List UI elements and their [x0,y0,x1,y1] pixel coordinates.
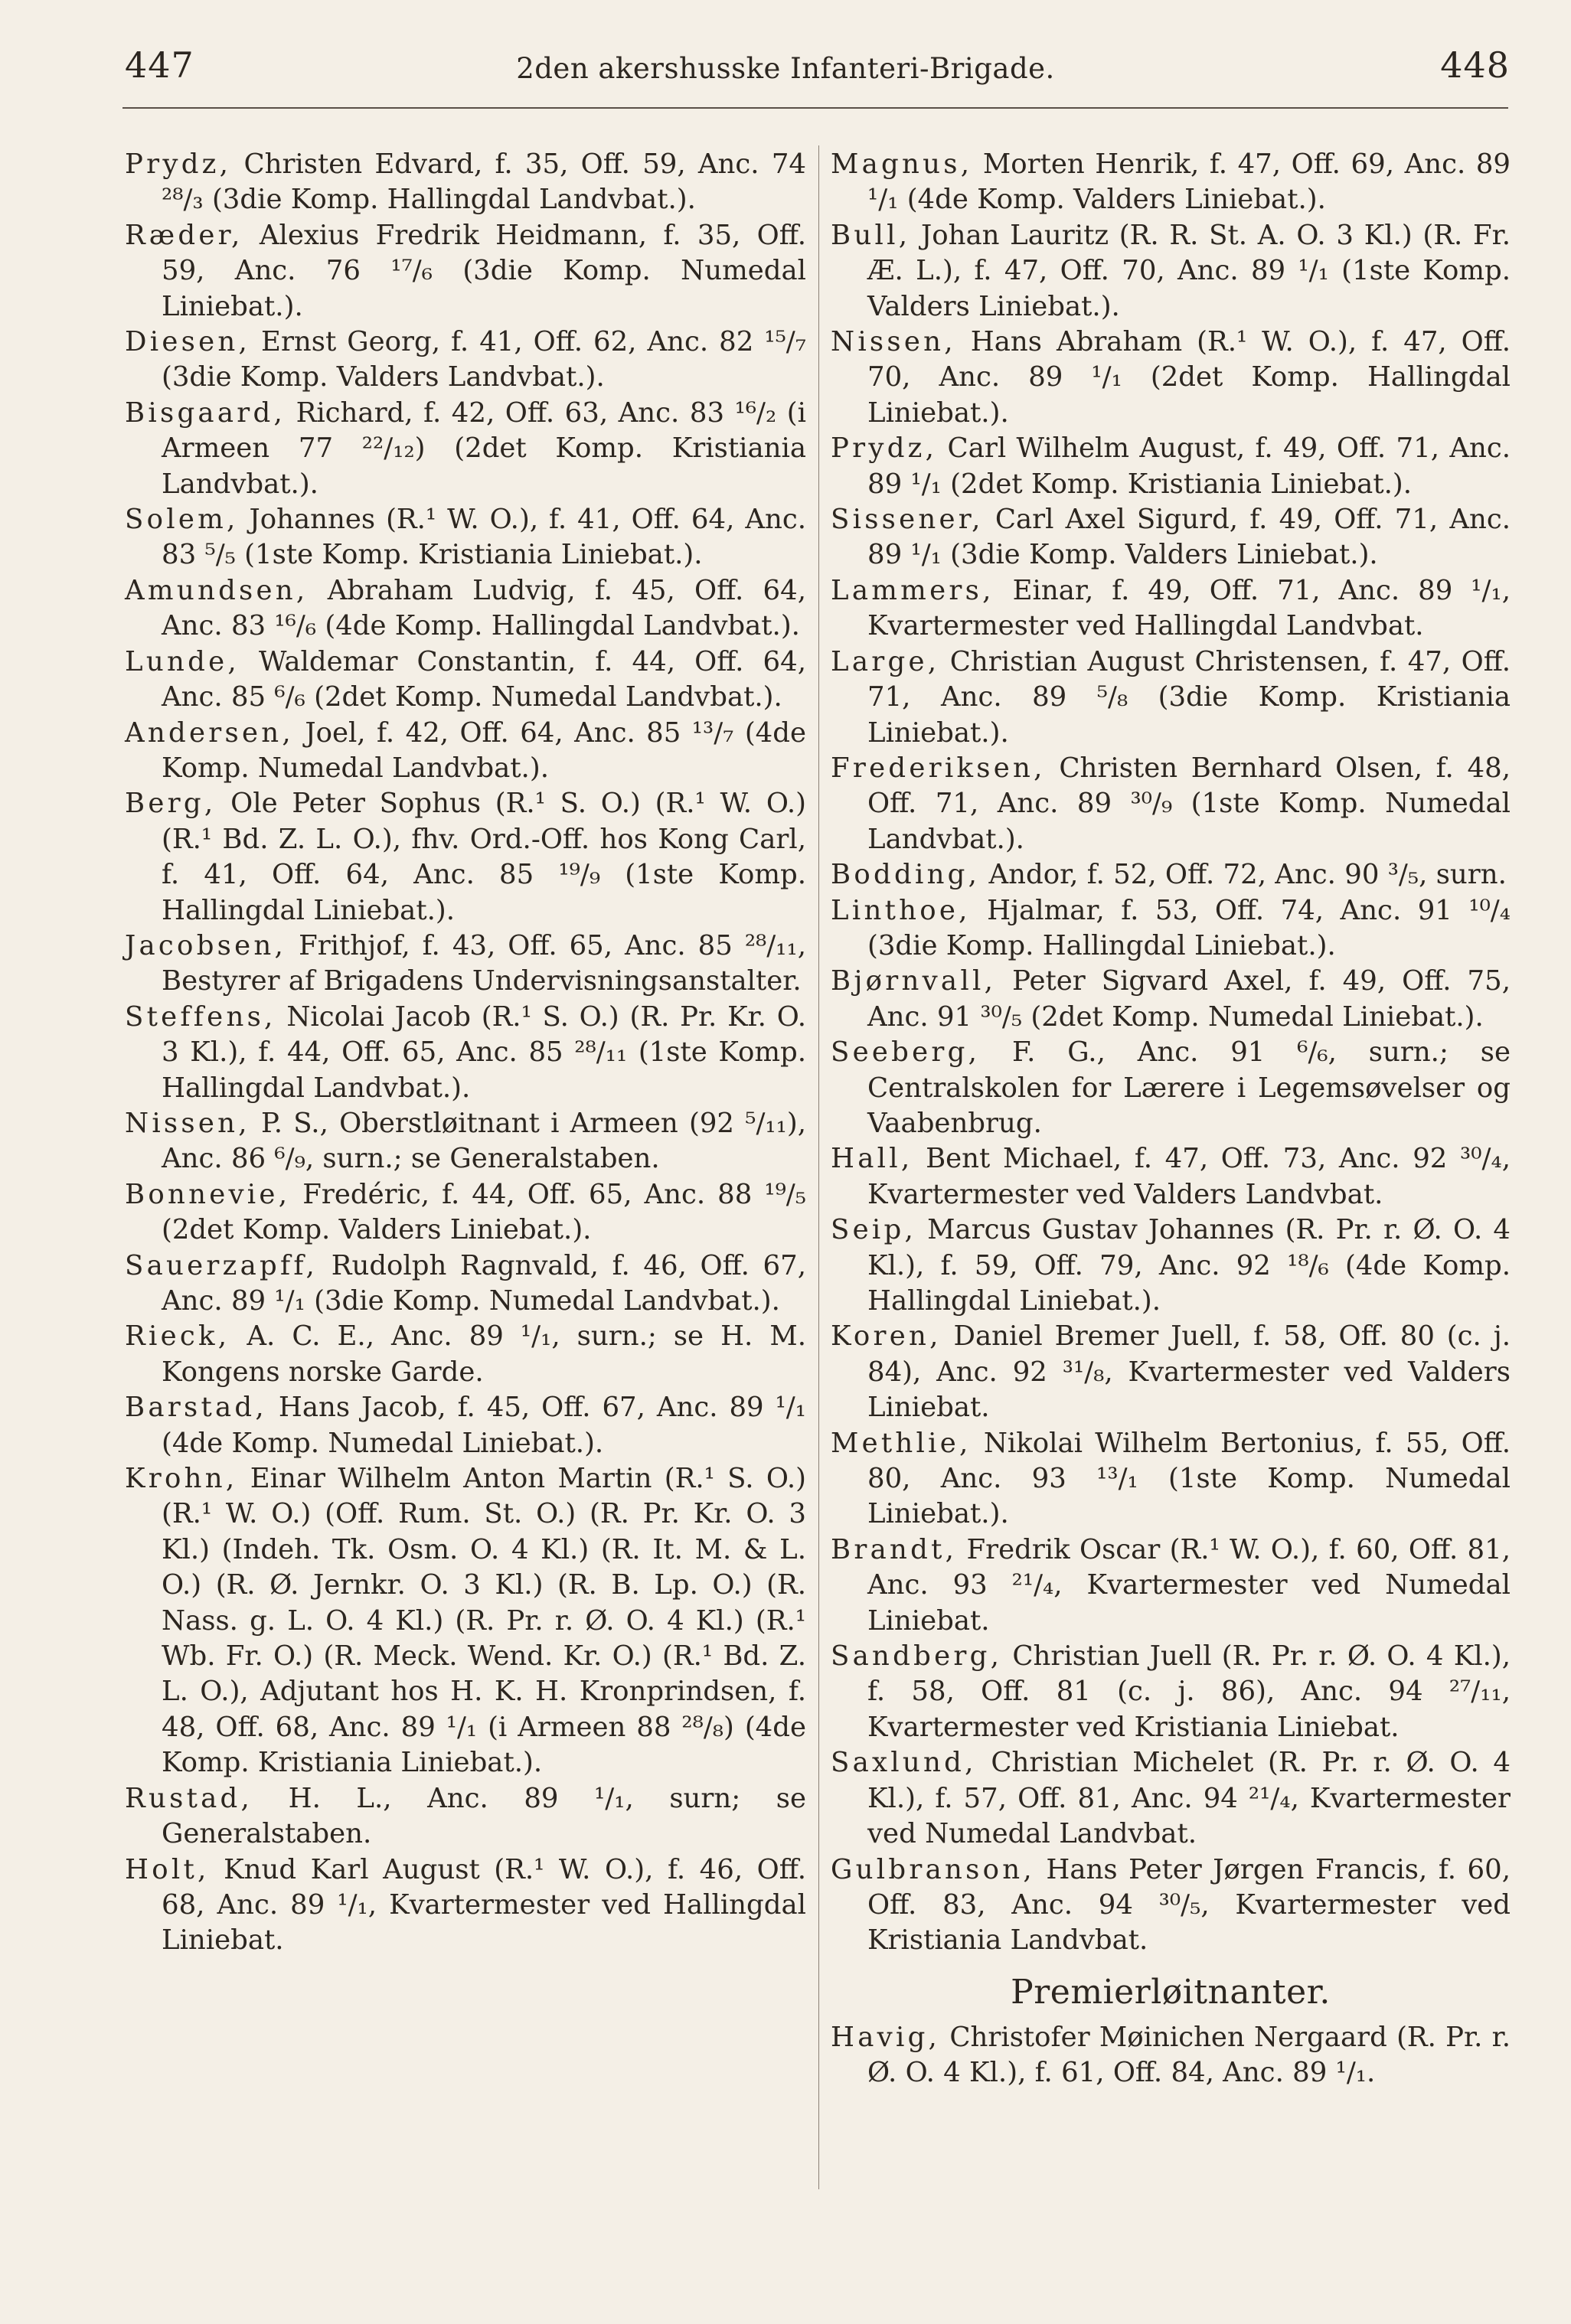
officer-name: Nissen, [125,1107,250,1139]
officer-details: Alexius Fredrik Heidmann, f. 35, Off. 59, Anc. 76 ¹⁷/₆ (3die Komp. Numedal Liniebat.). [162,219,806,322]
officer-name: Sauerzapff, [125,1249,318,1281]
officer-details: Waldemar Constantin, f. 44, Off. 64, Anc. 85 ⁶/₆ (2det Komp. Numedal Landvbat.). [162,645,806,713]
officer-name: Saxlund, [831,1747,977,1779]
officer-entry [831,325,1511,431]
officer-name: Methlie, [831,1427,972,1459]
officer-details: Fredéric, f. 44, Off. 65, Anc. 88 ¹⁹/₅ (2det Komp. Valders Liniebat.). [162,1178,806,1246]
officer-name: Frederiksen, [831,752,1046,784]
officer-entry [125,1248,806,1320]
officer-entry [125,1319,806,1390]
officer-entry [125,1106,806,1177]
officer-details: Marcus Gustav Johannes (R. Pr. r. Ø. O. 4 Kl.), f. 59, Off. 79, Anc. 92 ¹⁸/₆ (4de Komp. Hallingdal Liniebat.). [867,1214,1511,1317]
officer-name: Lunde, [125,645,240,677]
officer-entry [831,1532,1511,1639]
officer-details: Knud Karl August (R.¹ W. O.), f. 46, Off. 68, Anc. 89 ¹/₁, Kvartermester ved Hallingdal Liniebat. [162,1853,806,1957]
officer-details: Ole Peter Sophus (R.¹ S. O.) (R.¹ W. O.) (R.¹ Bd. Z. L. O.), fhv. Ord.-Off. hos Kong Carl, f. 41, Off. 64, Anc. 85 ¹⁹/₉ (1ste Komp. Hallingdal Liniebat.). [162,788,806,926]
officer-details: Christofer Møinichen Nergaard (R. Pr. r. Ø. O. 4 Kl.), f. 61, Off. 84, Anc. 89 ¹/₁. [867,2021,1511,2089]
officer-name: Bull, [831,219,911,251]
officer-entry [125,1000,806,1106]
officer-entry [125,502,806,573]
officer-entry [125,1177,806,1248]
officer-details: Morten Henrik, f. 47, Off. 69, Anc. 89 ¹/₁ (4de Komp. Valders Liniebat.). [867,149,1511,216]
officer-name: Rustad, [125,1782,253,1814]
officer-details: Carl Axel Sigurd, f. 49, Off. 71, Anc. 89 ¹/₁ (3die Komp. Valders Liniebat.). [867,504,1511,571]
officer-details: Christen Bernhard Olsen, f. 48, Off. 71, Anc. 89 ³⁰/₉ (1ste Komp. Numedal Landvbat.). [867,752,1511,855]
officer-name: Koren, [831,1320,942,1353]
officer-name: Prydz, [125,149,232,180]
officer-name: Steffens, [125,1000,276,1033]
officer-entry [831,964,1511,1035]
officer-details: Fredrik Oscar (R.¹ W. O.), f. 60, Off. 81, Anc. 93 ²¹/₄, Kvartermester ved Numedal Liniebat. [867,1533,1511,1637]
officer-entry [125,645,806,716]
officer-name: Sissener, [831,504,984,536]
officer-details: Nikolai Wilhelm Bertonius, f. 55, Off. 80, Anc. 93 ¹³/₁ (1ste Komp. Numedal Liniebat.). [867,1427,1511,1530]
officer-details: Einar, f. 49, Off. 71, Anc. 89 ¹/₁, Kvartermester ved Hallingdal Landvbat. [867,574,1511,642]
right-column [831,147,1511,2091]
officer-name: Amundsen, [125,574,309,606]
officer-details: Johannes (R.¹ W. O.), f. 41, Off. 64, Anc. 83 ⁵/₅ (1ste Komp. Kristiania Liniebat.). [162,504,806,571]
officer-details: Richard, f. 42, Off. 63, Anc. 83 ¹⁶/₂ (i Armeen 77 ²²/₁₂) (2det Komp. Kristiania Landvbat.). [162,397,806,500]
officer-entry [831,431,1511,502]
officer-details: Ernst Georg, f. 41, Off. 62, Anc. 82 ¹⁵/₇ (3die Komp. Valders Landvbat.). [162,326,806,393]
officer-name: Seeberg, [831,1036,981,1069]
officer-name: Nissen, [831,326,956,358]
officer-name: Bonnevie, [125,1178,291,1210]
officer-details: Peter Sigvard Axel, f. 49, Off. 75, Anc. 91 ³⁰/₅ (2det Komp. Numedal Liniebat.). [867,965,1511,1033]
page-number-right: 448 [1440,44,1510,86]
officer-details: Christian August Christensen, f. 47, Off. 71, Anc. 89 ⁵/₈ (3die Komp. Kristiania Liniebat.). [867,645,1511,749]
officer-entry [831,147,1511,218]
officer-details: Christian Michelet (R. Pr. r. Ø. O. 4 Kl.), f. 57, Off. 81, Anc. 94 ²¹/₄, Kvartermester ved Numedal Landvbat. [867,1747,1511,1850]
officer-name: Rieck, [125,1320,230,1353]
officer-name: Large, [831,645,940,677]
officer-name: Bodding, [831,859,981,891]
officer-entry [125,1781,806,1852]
officer-name: Krohn, [125,1463,238,1495]
officer-name: Brandt, [831,1533,958,1565]
officer-details: Frithjof, f. 43, Off. 65, Anc. 85 ²⁸/₁₁, Bestyrer af Brigadens Undervisningsanstalter. [162,929,806,997]
officer-name: Solem, [125,504,239,536]
officer-name: Berg, [125,788,217,820]
officer-name: Prydz, [831,432,938,465]
officer-name: Hall, [831,1143,913,1175]
officer-details: Einar Wilhelm Anton Martin (R.¹ S. O.) (R.¹ W. O.) (Off. Rum. St. O.) (R. Pr. Kr. O. 3 Kl.) (Indeh. Tk. Osm. O. 4 Kl.) (R. It. M. & L. O.) (R. Ø. Jernkr. O. 3 Kl.) (R. B. Lp. O.) (R. Nass. g. L. O. 4 Kl.) (R. Pr. r. Ø. O. 4 Kl.) (R.¹ Wb. Fr. O.) (R. Meck. Wend. Kr. O.) (R.¹ Bd. Z. L. O.), Adjutant hos H. K. H. Kronprindsen, f. 48, Off. 68, Anc. 89 ¹/₁ (i Armeen 88 ²⁸/₈) (4de Komp. Kristiania Liniebat.). [162,1463,806,1779]
officer-details: Nicolai Jacob (R.¹ S. O.) (R. Pr. Kr. O. 3 Kl.), f. 44, Off. 65, Anc. 85 ²⁸/₁₁ (1ste Komp. Hallingdal Landvbat.). [162,1000,806,1104]
left-column [125,147,806,1959]
officer-details: Hjalmar, f. 53, Off. 74, Anc. 91 ¹⁰/₄ (3die Komp. Hallingdal Liniebat.). [867,894,1511,961]
officer-name: Magnus, [831,149,973,180]
officer-name: Barstad, [125,1392,267,1424]
page-header [0,44,1571,106]
running-title: 2den akershusske Infanteri-Brigade. [516,52,1055,85]
officer-name: Ræder, [125,219,243,251]
officer-entry [125,573,806,645]
officer-entry [125,1461,806,1781]
officer-name: Andersen, [125,716,294,749]
officer-name: Gulbranson, [831,1853,1035,1885]
officer-details: Rudolph Ragnvald, f. 46, Off. 67, Anc. 89 ¹/₁ (3die Komp. Numedal Landvbat.). [162,1249,806,1317]
officer-name: Bjørnvall, [831,965,997,997]
officer-entry [125,147,806,218]
officer-entry [831,1213,1511,1319]
officer-name: Diesen, [125,326,251,358]
officer-details: Daniel Bremer Juell, f. 58, Off. 80 (c. j. 84), Anc. 92 ³¹/₈, Kvartermester ved Valders Liniebat. [867,1320,1511,1424]
officer-details: H. L., Anc. 89 ¹/₁, surn; se Generalstaben. [162,1782,806,1850]
officer-details: Andor, f. 52, Off. 72, Anc. 90 ³/₅, surn. [980,859,1507,891]
officer-name: Holt, [125,1853,210,1885]
officer-name: Jacobsen, [125,929,287,961]
officer-entry [831,502,1511,573]
officer-entry [831,218,1511,325]
officer-entry [831,1639,1511,1745]
officer-details: Hans Abraham (R.¹ W. O.), f. 47, Off. 70, Anc. 89 ¹/₁ (2det Komp. Hallingdal Liniebat.). [867,326,1511,429]
officer-entry [831,893,1511,965]
officer-details: Bent Michael, f. 47, Off. 73, Anc. 92 ³⁰/₄, Kvartermester ved Valders Landvbat. [867,1143,1511,1210]
officer-name: Havig, [831,2021,941,2053]
page-number-left: 447 [125,44,194,86]
officer-details: Hans Peter Jørgen Francis, f. 60, Off. 83, Anc. 94 ³⁰/₅, Kvartermester ved Kristiania Landvbat. [867,1853,1511,1957]
officer-details: Johan Lauritz (R. R. St. A. O. 3 Kl.) (R. Fr. Æ. L.), f. 47, Off. 70, Anc. 89 ¹/₁ (1ste Komp. Valders Liniebat.). [867,219,1511,322]
officer-details: P. S., Oberstløitnant i Armeen (92 ⁵/₁₁), Anc. 86 ⁶/₉, surn.; se Generalstaben. [162,1107,806,1175]
officer-details: Hans Jacob, f. 45, Off. 67, Anc. 89 ¹/₁ (4de Komp. Numedal Liniebat.). [162,1392,806,1459]
officer-details: A. C. E., Anc. 89 ¹/₁, surn.; se H. M. Kongens norske Garde. [162,1320,806,1388]
officer-entry [125,1852,806,1959]
officer-details: Carl Wilhelm August, f. 49, Off. 71, Anc. 89 ¹/₁ (2det Komp. Kristiania Liniebat.). [867,432,1511,500]
officer-entry [831,1141,1511,1213]
header-rule [122,107,1508,109]
column-divider [818,145,819,2189]
officer-name: Seip, [831,1214,916,1246]
officer-entry [831,751,1511,857]
officer-details: F. G., Anc. 91 ⁶/₆, surn.; se Centralskolen for Lærere i Legemsøvelser og Vaabenbrug. [867,1036,1511,1139]
officer-entry [831,1319,1511,1425]
officer-entry [125,1390,806,1461]
officer-entry [831,1852,1511,1959]
officer-name: Lammers, [831,574,995,606]
officer-entry [125,786,806,929]
officer-entry [831,1745,1511,1852]
officer-entry [831,645,1511,751]
section-heading: Premierløitnanter. [1011,1972,1331,2012]
officer-entry [831,857,1511,893]
officer-details: Joel, f. 42, Off. 64, Anc. 85 ¹³/₇ (4de Komp. Numedal Landvbat.). [162,716,806,784]
officer-entry [125,218,806,325]
officer-details: Christian Juell (R. Pr. r. Ø. O. 4 Kl.), f. 58, Off. 81 (c. j. 86), Anc. 94 ²⁷/₁₁, Kvartermester ved Kristiania Liniebat. [867,1640,1511,1743]
officer-entry [125,716,806,787]
officer-entry [125,396,806,502]
officer-entry [831,2020,1511,2091]
officer-details: Christen Edvard, f. 35, Off. 59, Anc. 74 ²⁸/₃ (3die Komp. Hallingdal Landvbat.). [162,149,806,216]
officer-name: Bisgaard, [125,397,286,429]
officer-entry [831,573,1511,645]
officer-name: Sandberg, [831,1640,1003,1673]
officer-entry [125,325,806,396]
officer-name: Linthoe, [831,894,971,926]
officer-details: Abraham Ludvig, f. 45, Off. 64, Anc. 83 ¹⁶/₆ (4de Komp. Hallingdal Landvbat.). [162,574,806,642]
officer-entry [831,1426,1511,1532]
officer-entry [831,1035,1511,1141]
officer-entry [125,929,806,1000]
